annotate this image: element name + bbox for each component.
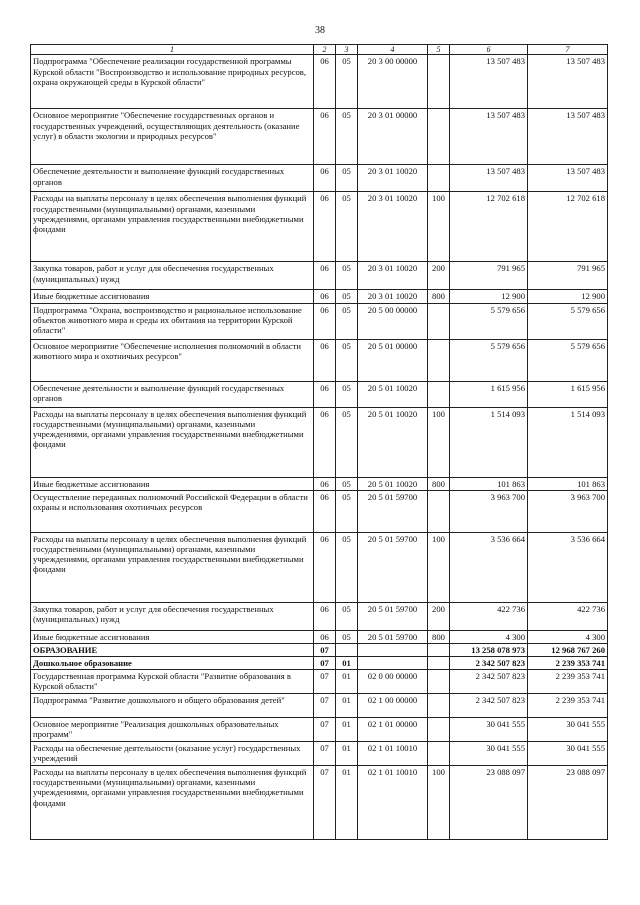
row-name: Подпрограмма "Обеспечение реализации государственной программы Курской области "Воспроизводство и использование природных ресурсов, охрана окружающей среды в Курской области" <box>31 55 314 109</box>
row-expense-type: 100 <box>428 532 450 602</box>
row-target-code: 02 1 00 00000 <box>358 694 428 718</box>
row-target-code: 20 5 01 10020 <box>358 477 428 490</box>
row-amount-year2: 12 702 618 <box>528 192 608 262</box>
row-section: 06 <box>314 602 336 630</box>
row-target-code: 20 5 01 59700 <box>358 602 428 630</box>
row-name: Расходы на выплаты персоналу в целях обеспечения выполнения функций государственными (муниципальными) органами, казенными учреждениями, органами управления государственными внебюджетными фондами <box>31 766 314 840</box>
row-expense-type <box>428 643 450 656</box>
row-amount-year2: 3 963 700 <box>528 490 608 532</box>
row-subsection <box>336 643 358 656</box>
row-amount-year2: 3 536 664 <box>528 532 608 602</box>
row-section: 07 <box>314 718 336 742</box>
row-section: 06 <box>314 381 336 407</box>
column-number: 6 <box>450 45 528 55</box>
row-name: Основное мероприятие "Реализация дошкольных образовательных программ" <box>31 718 314 742</box>
row-expense-type: 100 <box>428 192 450 262</box>
row-name: Расходы на выплаты персоналу в целях обеспечения выполнения функций государственными (муниципальными) органами, казенными учреждениями, органами управления государственными внебюджетными фондами <box>31 532 314 602</box>
row-section: 06 <box>314 109 336 165</box>
row-target-code: 20 3 01 00000 <box>358 109 428 165</box>
row-amount-year1: 791 965 <box>450 262 528 290</box>
row-subsection: 05 <box>336 262 358 290</box>
row-amount-year1: 1 615 956 <box>450 381 528 407</box>
row-amount-year2: 5 579 656 <box>528 339 608 381</box>
row-amount-year1: 422 736 <box>450 602 528 630</box>
row-subsection: 05 <box>336 407 358 477</box>
row-expense-type <box>428 165 450 192</box>
row-target-code: 02 1 01 10010 <box>358 742 428 766</box>
row-name: ОБРАЗОВАНИЕ <box>31 643 314 656</box>
column-number: 7 <box>528 45 608 55</box>
row-section: 06 <box>314 532 336 602</box>
row-expense-type: 200 <box>428 262 450 290</box>
row-amount-year1: 13 507 483 <box>450 165 528 192</box>
row-amount-year1: 101 863 <box>450 477 528 490</box>
row-expense-type: 200 <box>428 602 450 630</box>
row-section: 07 <box>314 766 336 840</box>
page-number: 38 <box>315 25 325 36</box>
row-amount-year1: 30 041 555 <box>450 742 528 766</box>
row-expense-type: 800 <box>428 630 450 643</box>
row-target-code: 20 5 01 59700 <box>358 532 428 602</box>
column-number: 2 <box>314 45 336 55</box>
table-row <box>31 407 608 477</box>
row-section: 06 <box>314 192 336 262</box>
budget-table <box>30 44 608 840</box>
row-target-code <box>358 657 428 670</box>
column-number-row <box>31 45 608 55</box>
row-amount-year2: 12 900 <box>528 290 608 303</box>
row-subsection: 01 <box>336 657 358 670</box>
row-amount-year2: 12 968 767 260 <box>528 643 608 656</box>
row-subsection: 05 <box>336 339 358 381</box>
row-amount-year1: 13 507 483 <box>450 109 528 165</box>
row-amount-year1: 23 088 097 <box>450 766 528 840</box>
row-subsection: 05 <box>336 55 358 109</box>
row-name: Основное мероприятие "Обеспечение исполнения полномочий в области животного мира и охотничьих ресурсов" <box>31 339 314 381</box>
row-amount-year2: 5 579 656 <box>528 303 608 339</box>
row-amount-year2: 791 965 <box>528 262 608 290</box>
column-number: 5 <box>428 45 450 55</box>
row-subsection: 05 <box>336 532 358 602</box>
row-expense-type <box>428 742 450 766</box>
row-amount-year2: 4 300 <box>528 630 608 643</box>
row-section: 07 <box>314 670 336 694</box>
table-row <box>31 381 608 407</box>
table-row <box>31 55 608 109</box>
table-row <box>31 290 608 303</box>
row-expense-type <box>428 339 450 381</box>
row-subsection: 05 <box>336 381 358 407</box>
row-subsection: 05 <box>336 477 358 490</box>
row-amount-year1: 3 963 700 <box>450 490 528 532</box>
row-target-code: 20 3 00 00000 <box>358 55 428 109</box>
row-subsection: 05 <box>336 290 358 303</box>
row-name: Иные бюджетные ассигнования <box>31 290 314 303</box>
row-name: Подпрограмма "Охрана, воспроизводство и рациональное использование объектов животного мира и среды их обитания на территории Курской области" <box>31 303 314 339</box>
row-target-code: 20 5 01 59700 <box>358 630 428 643</box>
row-name: Расходы на выплаты персоналу в целях обеспечения выполнения функций государственными (муниципальными) органами, казенными учреждениями, органами управления государственными внебюджетными фондами <box>31 407 314 477</box>
row-amount-year1: 12 900 <box>450 290 528 303</box>
row-expense-type <box>428 657 450 670</box>
row-target-code <box>358 643 428 656</box>
row-target-code: 20 5 01 10020 <box>358 407 428 477</box>
table-row <box>31 262 608 290</box>
table-row <box>31 109 608 165</box>
table-row <box>31 657 608 670</box>
row-section: 06 <box>314 290 336 303</box>
row-subsection: 05 <box>336 303 358 339</box>
row-subsection: 05 <box>336 602 358 630</box>
row-subsection: 01 <box>336 718 358 742</box>
row-expense-type <box>428 109 450 165</box>
row-name: Иные бюджетные ассигнования <box>31 630 314 643</box>
table-row <box>31 602 608 630</box>
row-target-code: 20 3 01 10020 <box>358 192 428 262</box>
row-target-code: 20 3 01 10020 <box>358 262 428 290</box>
row-section: 06 <box>314 303 336 339</box>
row-amount-year1: 3 536 664 <box>450 532 528 602</box>
row-target-code: 02 0 00 00000 <box>358 670 428 694</box>
table-body <box>31 55 608 840</box>
row-subsection: 05 <box>336 192 358 262</box>
table-row <box>31 490 608 532</box>
table-row <box>31 742 608 766</box>
row-subsection: 01 <box>336 766 358 840</box>
table-row <box>31 766 608 840</box>
row-amount-year1: 13 258 078 973 <box>450 643 528 656</box>
row-amount-year1: 2 342 507 823 <box>450 694 528 718</box>
row-expense-type: 800 <box>428 290 450 303</box>
table-row <box>31 339 608 381</box>
row-subsection: 01 <box>336 742 358 766</box>
row-target-code: 20 5 01 00000 <box>358 339 428 381</box>
row-section: 07 <box>314 643 336 656</box>
row-target-code: 02 1 01 00000 <box>358 718 428 742</box>
row-name: Осуществление переданных полномочий Российской Федерации в области охраны и использования охотничьих ресурсов <box>31 490 314 532</box>
row-section: 06 <box>314 477 336 490</box>
row-amount-year2: 2 239 353 741 <box>528 670 608 694</box>
row-amount-year2: 13 507 483 <box>528 55 608 109</box>
table-row <box>31 670 608 694</box>
table-row <box>31 630 608 643</box>
row-name: Иные бюджетные ассигнования <box>31 477 314 490</box>
row-amount-year1: 2 342 507 823 <box>450 670 528 694</box>
row-expense-type <box>428 381 450 407</box>
row-amount-year2: 30 041 555 <box>528 718 608 742</box>
row-amount-year2: 13 507 483 <box>528 109 608 165</box>
row-section: 07 <box>314 657 336 670</box>
row-section: 06 <box>314 165 336 192</box>
row-section: 07 <box>314 742 336 766</box>
table-row <box>31 643 608 656</box>
row-name: Подпрограмма "Развитие дошкольного и общего образования детей" <box>31 694 314 718</box>
row-name: Государственная программа Курской области "Развитие образования в Курской области" <box>31 670 314 694</box>
row-amount-year2: 2 239 353 741 <box>528 657 608 670</box>
row-subsection: 05 <box>336 165 358 192</box>
table-row <box>31 477 608 490</box>
table-row <box>31 718 608 742</box>
row-section: 06 <box>314 407 336 477</box>
row-subsection: 05 <box>336 109 358 165</box>
row-name: Обеспечение деятельности и выполнение функций государственных органов <box>31 381 314 407</box>
row-target-code: 20 5 00 00000 <box>358 303 428 339</box>
row-expense-type: 800 <box>428 477 450 490</box>
row-section: 06 <box>314 262 336 290</box>
row-expense-type <box>428 670 450 694</box>
column-number: 1 <box>31 45 314 55</box>
table-row <box>31 532 608 602</box>
row-subsection: 05 <box>336 490 358 532</box>
row-subsection: 05 <box>336 630 358 643</box>
row-amount-year2: 23 088 097 <box>528 766 608 840</box>
row-name: Расходы на выплаты персоналу в целях обеспечения выполнения функций государственными (муниципальными) органами, казенными учреждениями, органами управления государственными внебюджетными фондами <box>31 192 314 262</box>
row-amount-year1: 30 041 555 <box>450 718 528 742</box>
row-name: Закупка товаров, работ и услуг для обеспечения государственных (муниципальных) нужд <box>31 262 314 290</box>
row-name: Закупка товаров, работ и услуг для обеспечения государственных (муниципальных) нужд <box>31 602 314 630</box>
table-row <box>31 303 608 339</box>
table-row <box>31 192 608 262</box>
row-amount-year1: 2 342 507 823 <box>450 657 528 670</box>
row-expense-type <box>428 303 450 339</box>
row-section: 06 <box>314 55 336 109</box>
row-amount-year1: 12 702 618 <box>450 192 528 262</box>
row-section: 06 <box>314 630 336 643</box>
row-amount-year2: 30 041 555 <box>528 742 608 766</box>
row-target-code: 20 3 01 10020 <box>358 165 428 192</box>
row-subsection: 01 <box>336 670 358 694</box>
row-amount-year2: 1 514 093 <box>528 407 608 477</box>
row-expense-type <box>428 55 450 109</box>
row-target-code: 20 5 01 10020 <box>358 381 428 407</box>
row-expense-type <box>428 694 450 718</box>
row-amount-year2: 422 736 <box>528 602 608 630</box>
row-target-code: 20 5 01 59700 <box>358 490 428 532</box>
table-row <box>31 694 608 718</box>
row-amount-year2: 13 507 483 <box>528 165 608 192</box>
row-name: Дошкольное образование <box>31 657 314 670</box>
row-amount-year1: 1 514 093 <box>450 407 528 477</box>
row-target-code: 02 1 01 10010 <box>358 766 428 840</box>
row-expense-type <box>428 718 450 742</box>
row-amount-year2: 1 615 956 <box>528 381 608 407</box>
row-amount-year2: 101 863 <box>528 477 608 490</box>
row-section: 06 <box>314 339 336 381</box>
row-expense-type: 100 <box>428 407 450 477</box>
row-amount-year1: 5 579 656 <box>450 339 528 381</box>
table-row <box>31 165 608 192</box>
row-name: Расходы на обеспечение деятельности (оказание услуг) государственных учреждений <box>31 742 314 766</box>
column-number: 3 <box>336 45 358 55</box>
row-amount-year1: 13 507 483 <box>450 55 528 109</box>
row-section: 06 <box>314 490 336 532</box>
row-target-code: 20 3 01 10020 <box>358 290 428 303</box>
row-name: Обеспечение деятельности и выполнение функций государственных органов <box>31 165 314 192</box>
row-section: 07 <box>314 694 336 718</box>
row-expense-type <box>428 490 450 532</box>
row-amount-year2: 2 239 353 741 <box>528 694 608 718</box>
row-name: Основное мероприятие "Обеспечение государственных органов и государственных учреждений, осуществляющих деятельность (оказание услуг) в области экологии и природных ресурсов" <box>31 109 314 165</box>
row-amount-year1: 4 300 <box>450 630 528 643</box>
column-number: 4 <box>358 45 428 55</box>
row-subsection: 01 <box>336 694 358 718</box>
row-expense-type: 100 <box>428 766 450 840</box>
row-amount-year1: 5 579 656 <box>450 303 528 339</box>
